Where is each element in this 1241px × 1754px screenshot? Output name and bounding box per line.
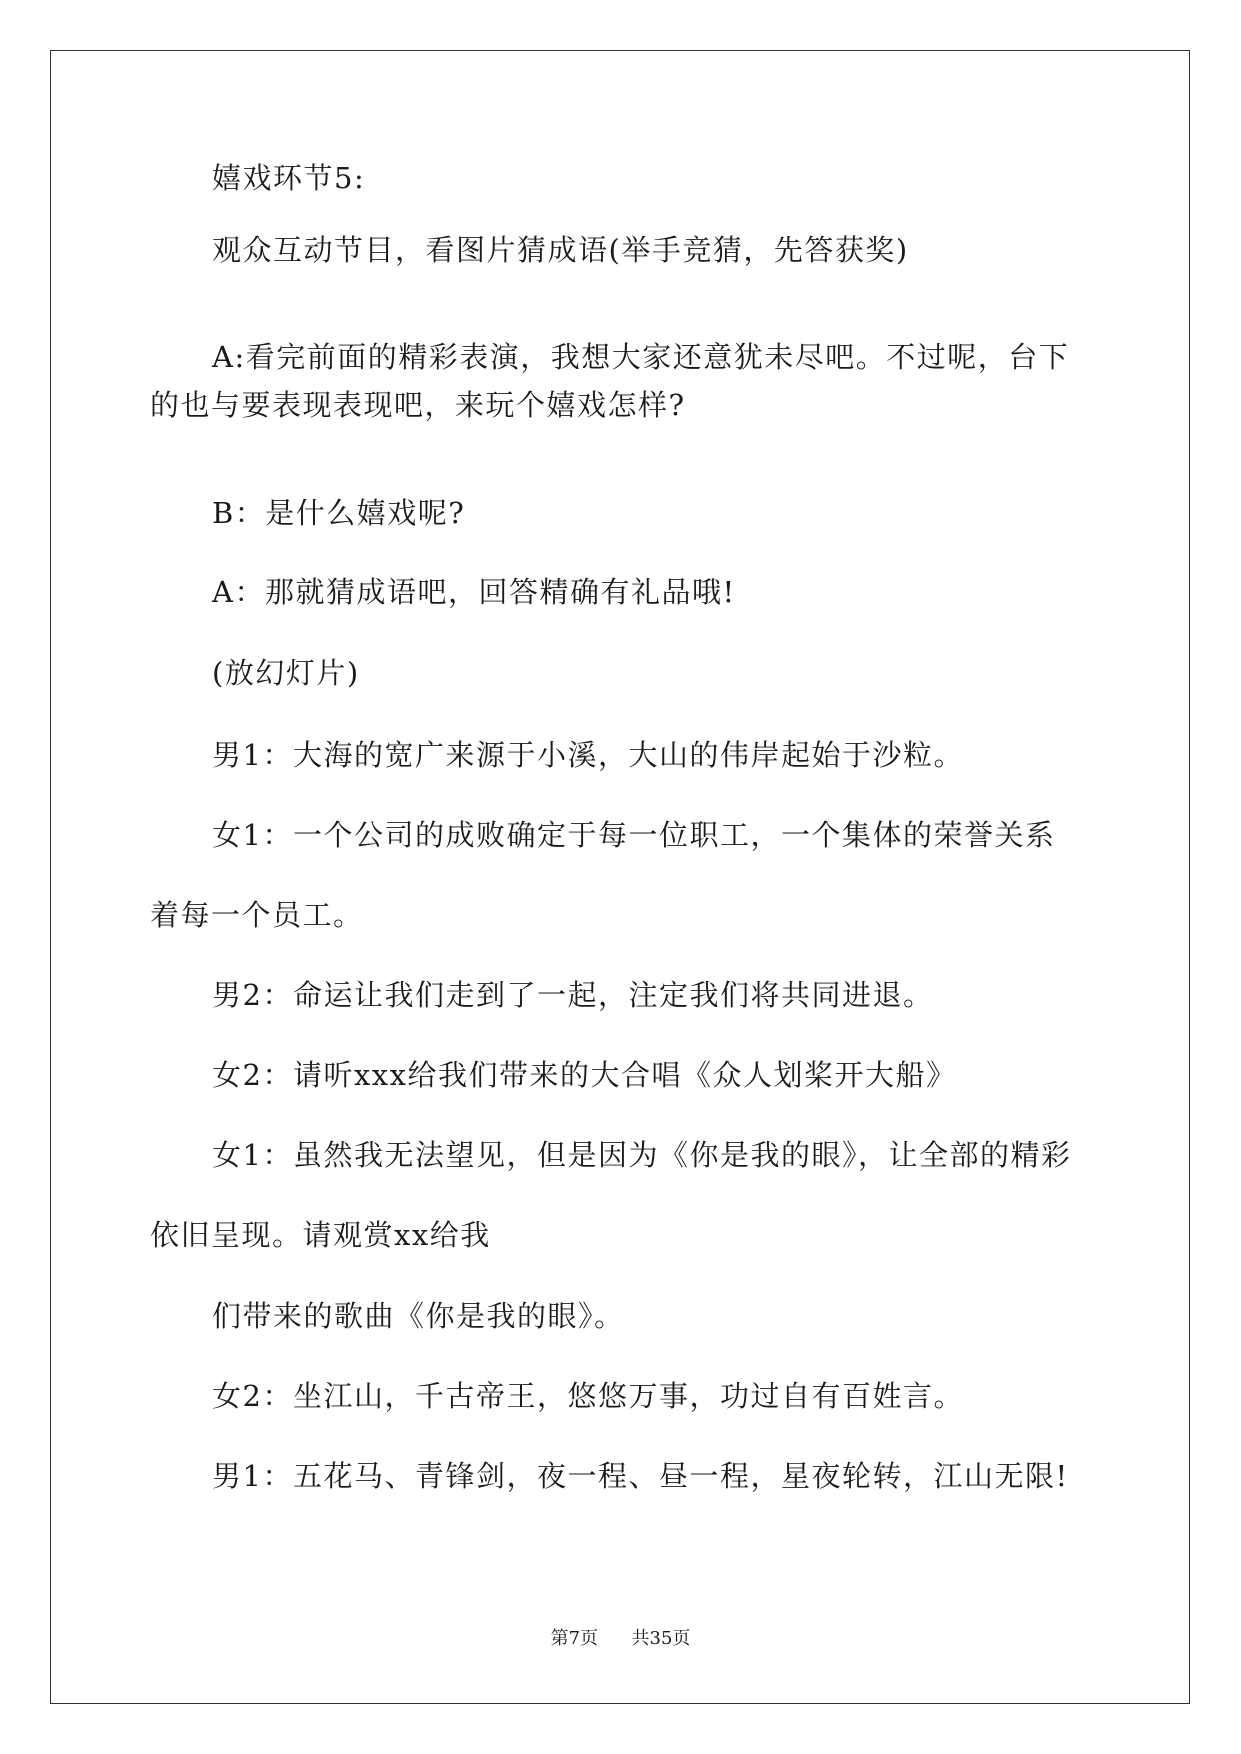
text-line: 男1：五花马、青锋剑，夜一程、昼一程，星夜轮转，江山无限! (212, 1459, 1069, 1493)
text-line: 女1：一个公司的成败确定于每一位职工，一个集体的荣誉关系 (212, 818, 1056, 852)
text-line: 男2：命运让我们走到了一起，注定我们将共同进退。 (212, 978, 934, 1012)
text-line: 男1：大海的宽广来源于小溪，大山的伟岸起始于沙粒。 (212, 738, 964, 772)
text-line: 女2：请听xxx给我们带来的大合唱《众人划桨开大船》 (212, 1058, 957, 1092)
text-line: 观众互动节目，看图片猜成语(举手竞猜，先答获奖) (212, 233, 909, 267)
page-footer (0, 1627, 1241, 1651)
text-line: 着每一个员工。 (150, 898, 364, 932)
text-line: (放幻灯片) (212, 656, 360, 690)
text-line: 女1：虽然我无法望见，但是因为《你是我的眼》，让全部的精彩 (212, 1138, 1072, 1172)
text-line: 嬉戏环节5: (212, 161, 366, 195)
text-line: A：那就猜成语吧，回答精确有礼品哦! (212, 575, 736, 609)
page-total: 共35页 (631, 1628, 691, 1649)
text-line: B：是什么嬉戏呢? (212, 496, 466, 530)
text-line: A:看完前面的精彩表演，我想大家还意犹未尽吧。不过呢，台下 (212, 340, 1070, 374)
page-number: 第7页 (550, 1628, 599, 1649)
text-line: 们带来的歌曲《你是我的眼》。 (212, 1299, 625, 1333)
text-line: 的也与要表现表现吧，来玩个嬉戏怎样? (150, 388, 686, 422)
text-line: 依旧呈现。请观赏xx给我 (150, 1218, 491, 1252)
text-line: 女2：坐江山，千古帝王，悠悠万事，功过自有百姓言。 (212, 1379, 964, 1413)
